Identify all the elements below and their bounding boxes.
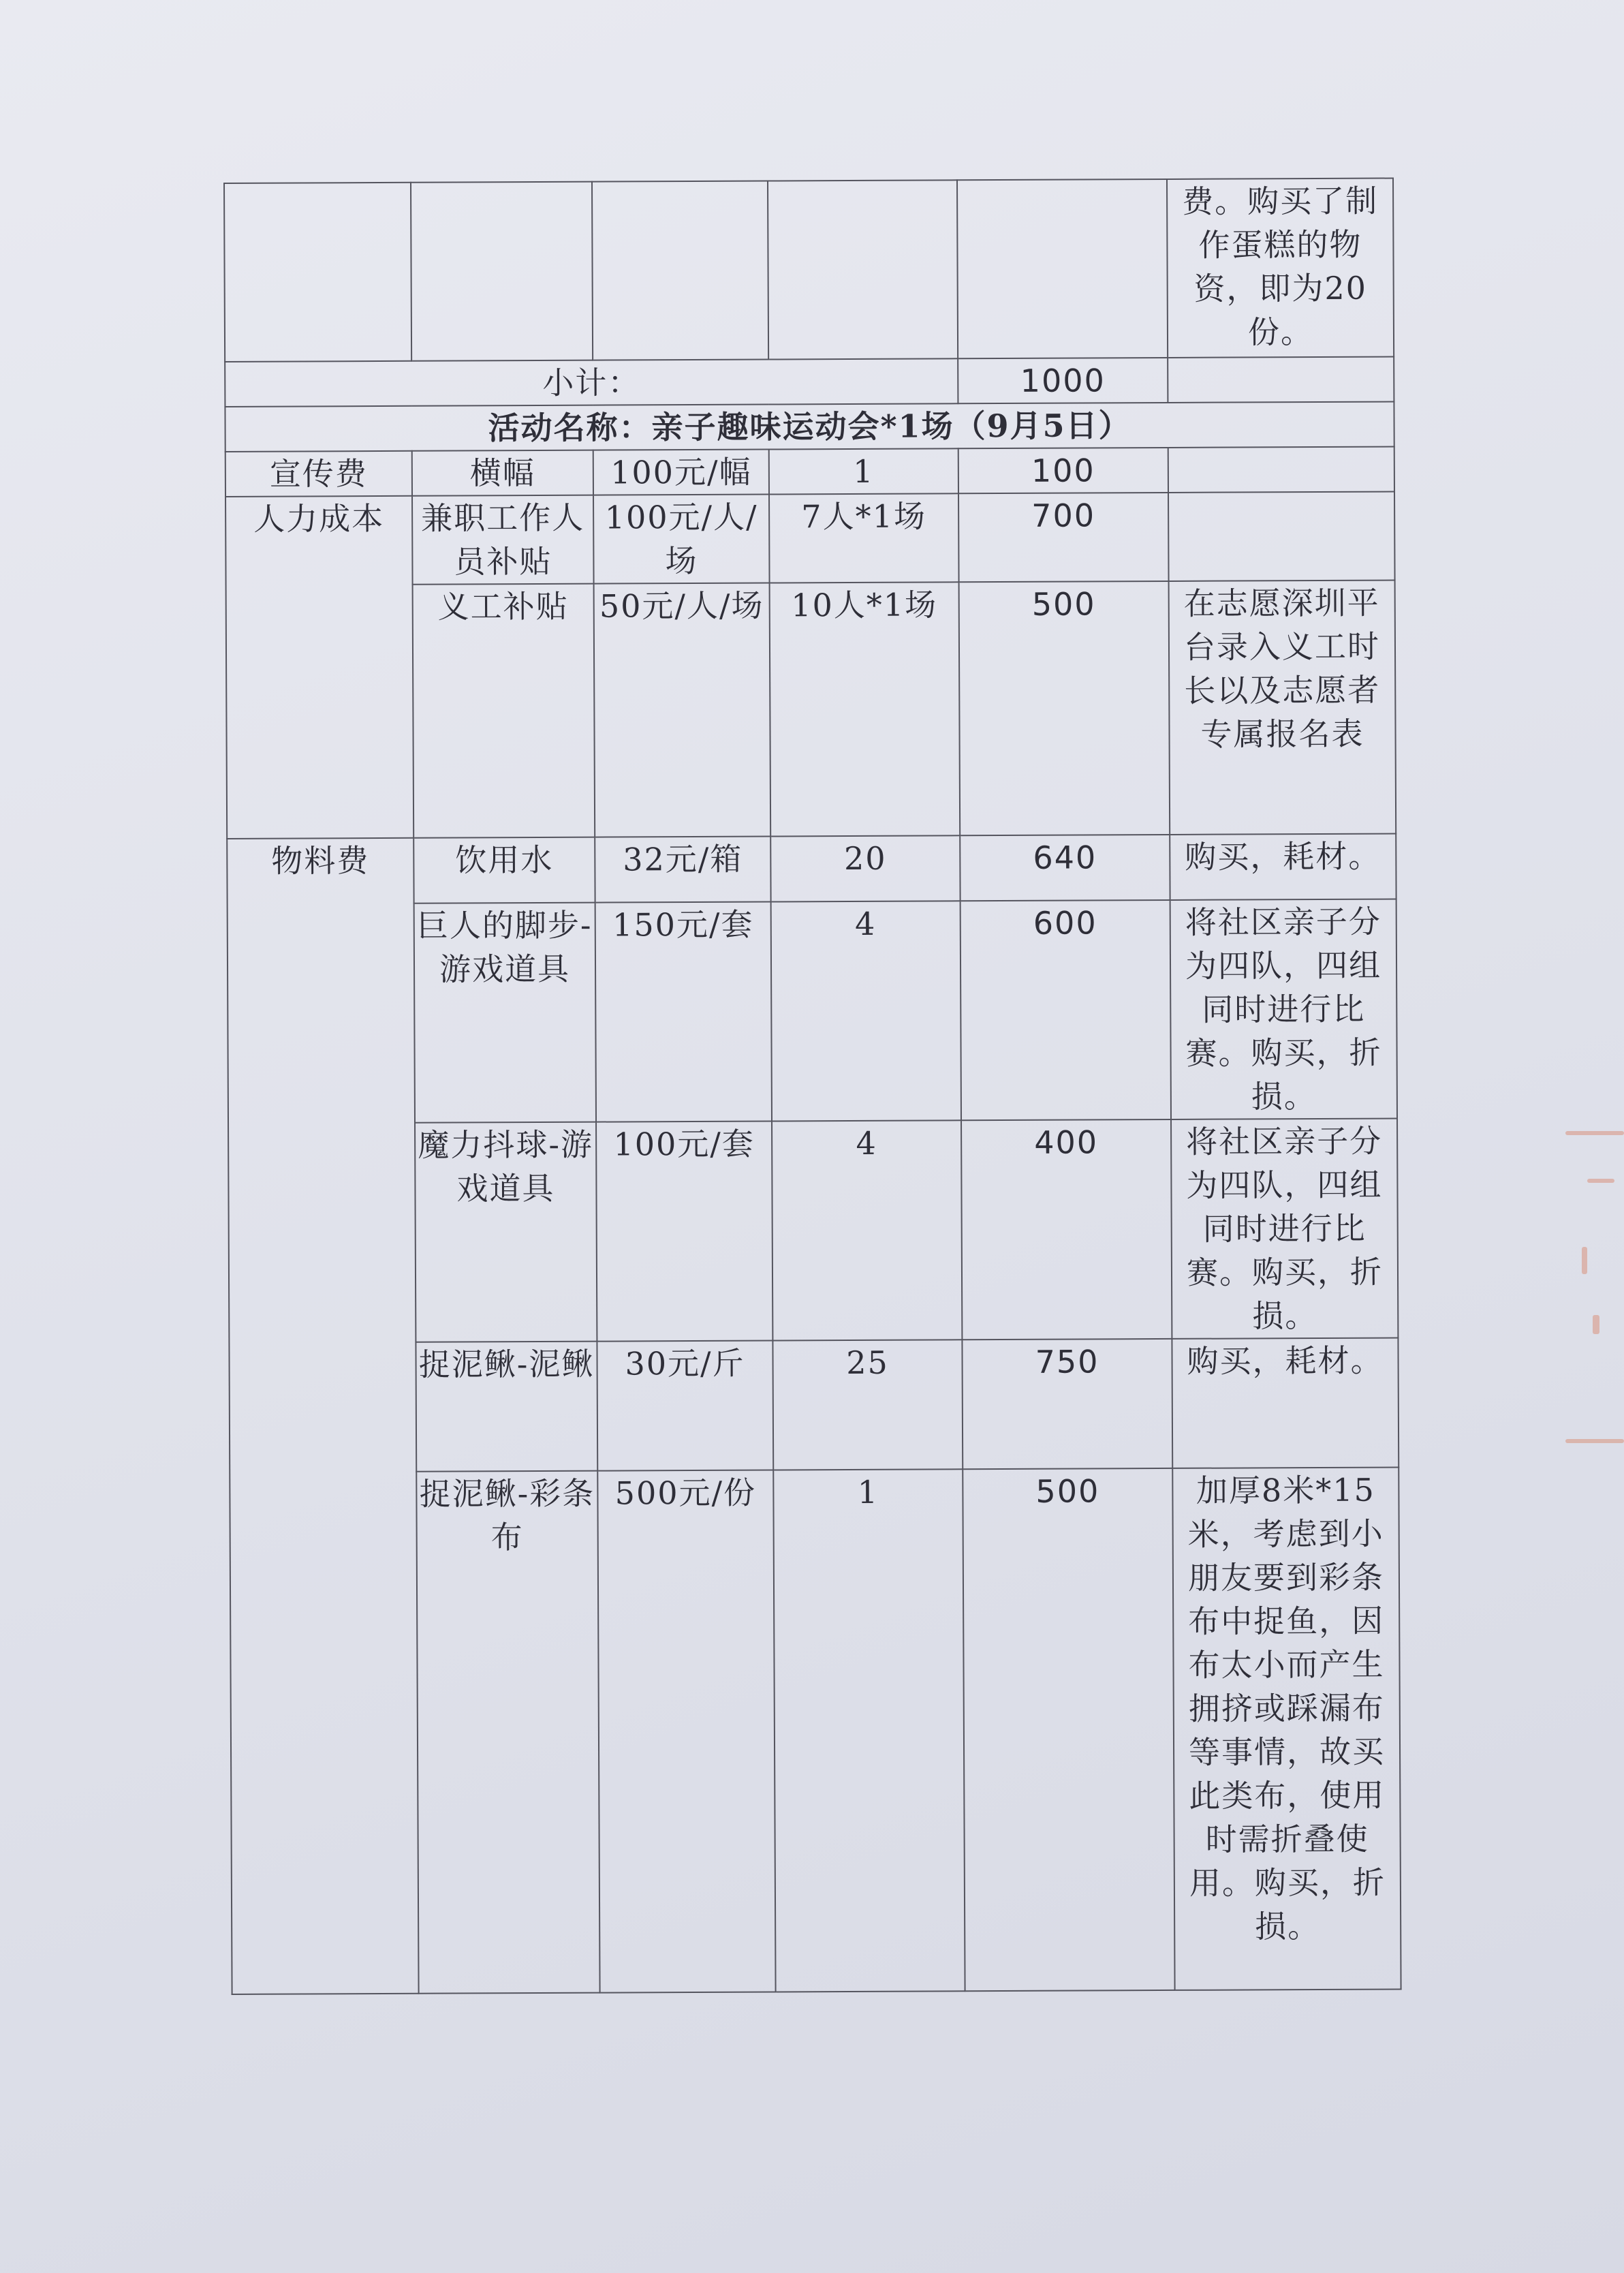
item-cell: 横幅: [412, 450, 593, 496]
item-cell: 饮用水: [413, 837, 595, 903]
empty-cell: [957, 179, 1168, 358]
quantity-cell: 1: [773, 1469, 965, 1992]
quantity-cell: 10人*1场: [770, 582, 961, 836]
quantity-cell: 7人*1场: [769, 493, 959, 583]
activity-title: 活动名称：亲子趣味运动会*1场（9月5日）: [225, 402, 1394, 452]
remark-cell: 购买，耗材。: [1172, 1337, 1399, 1468]
amount-cell: 100: [958, 448, 1168, 493]
amount-cell: 500: [963, 1468, 1174, 1991]
table-row: [224, 179, 1394, 362]
remark-cell: 将社区亲子分为四队，四组同时进行比赛。购买，折损。: [1171, 1118, 1398, 1338]
quantity-cell: 1: [769, 448, 958, 494]
amount-cell: 500: [959, 581, 1170, 835]
item-cell: 巨人的脚步-游戏道具: [414, 903, 596, 1123]
remark-cell: [1168, 492, 1395, 581]
stamp-mark: [1593, 1315, 1599, 1334]
remark-cell: [1168, 447, 1394, 493]
activity-row: [225, 402, 1394, 452]
item-cell: 兼职工作人员补贴: [412, 495, 594, 585]
remark-cell: 将社区亲子分为四队，四组同时进行比赛。购买，折损。: [1170, 899, 1397, 1119]
unit-price-cell: 500元/份: [597, 1470, 775, 1992]
quantity-cell: 20: [770, 835, 960, 901]
empty-cell: [1168, 357, 1394, 403]
stamp-mark: [1565, 1131, 1624, 1135]
amount-cell: 700: [958, 493, 1169, 582]
unit-price-cell: 50元/人/场: [594, 583, 771, 837]
item-cell: 魔力抖球-游戏道具: [415, 1122, 597, 1342]
subtotal-row: [225, 357, 1394, 407]
table-row: [227, 833, 1396, 903]
quantity-cell: 4: [772, 1120, 962, 1340]
unit-price-cell: 100元/幅: [593, 450, 769, 495]
item-cell: 义工补贴: [413, 584, 595, 838]
remark-cell: 加厚8米*15米，考虑到小朋友要到彩条布中捉鱼，因布太小而产生拥挤或踩漏布等事情，故买此类布，使用时需折叠使用。购买，折损。: [1172, 1467, 1401, 1990]
amount-cell: 750: [962, 1339, 1172, 1469]
amount-cell: 600: [961, 900, 1171, 1120]
quantity-cell: 25: [772, 1340, 963, 1470]
stamp-mark: [1587, 1179, 1614, 1183]
empty-cell: [224, 183, 411, 362]
table-row: [225, 492, 1395, 585]
remark-cell: 费。购买了制作蛋糕的物资，即为20份。: [1167, 179, 1394, 358]
category-cell: 宣传费: [225, 451, 412, 497]
budget-table: [223, 178, 1402, 1995]
item-cell: 捉泥鳅-彩条布: [416, 1471, 599, 1994]
empty-cell: [411, 182, 593, 361]
unit-price-cell: 100元/人/场: [593, 495, 770, 584]
unit-price-cell: 100元/套: [596, 1122, 772, 1342]
remark-cell: 在志愿深圳平台录入义工时长以及志愿者专属报名表: [1169, 581, 1396, 835]
stamp-mark: [1582, 1247, 1587, 1274]
empty-cell: [768, 180, 958, 359]
category-cell: 物料费: [227, 838, 418, 1994]
unit-price-cell: 150元/套: [595, 902, 772, 1122]
empty-cell: [592, 181, 768, 360]
category-cell: 人力成本: [225, 496, 413, 839]
amount-cell: 640: [960, 835, 1170, 901]
remark-cell: 购买，耗材。: [1170, 833, 1396, 899]
stamp-mark: [1565, 1439, 1624, 1443]
subtotal-label: 小计：: [225, 358, 958, 407]
item-cell: 捉泥鳅-泥鳅: [416, 1342, 597, 1472]
unit-price-cell: 32元/箱: [595, 837, 770, 903]
table-row: [225, 447, 1394, 497]
subtotal-value: 1000: [958, 358, 1168, 403]
amount-cell: 400: [961, 1119, 1172, 1340]
unit-price-cell: 30元/斤: [597, 1340, 773, 1470]
quantity-cell: 4: [771, 901, 961, 1121]
